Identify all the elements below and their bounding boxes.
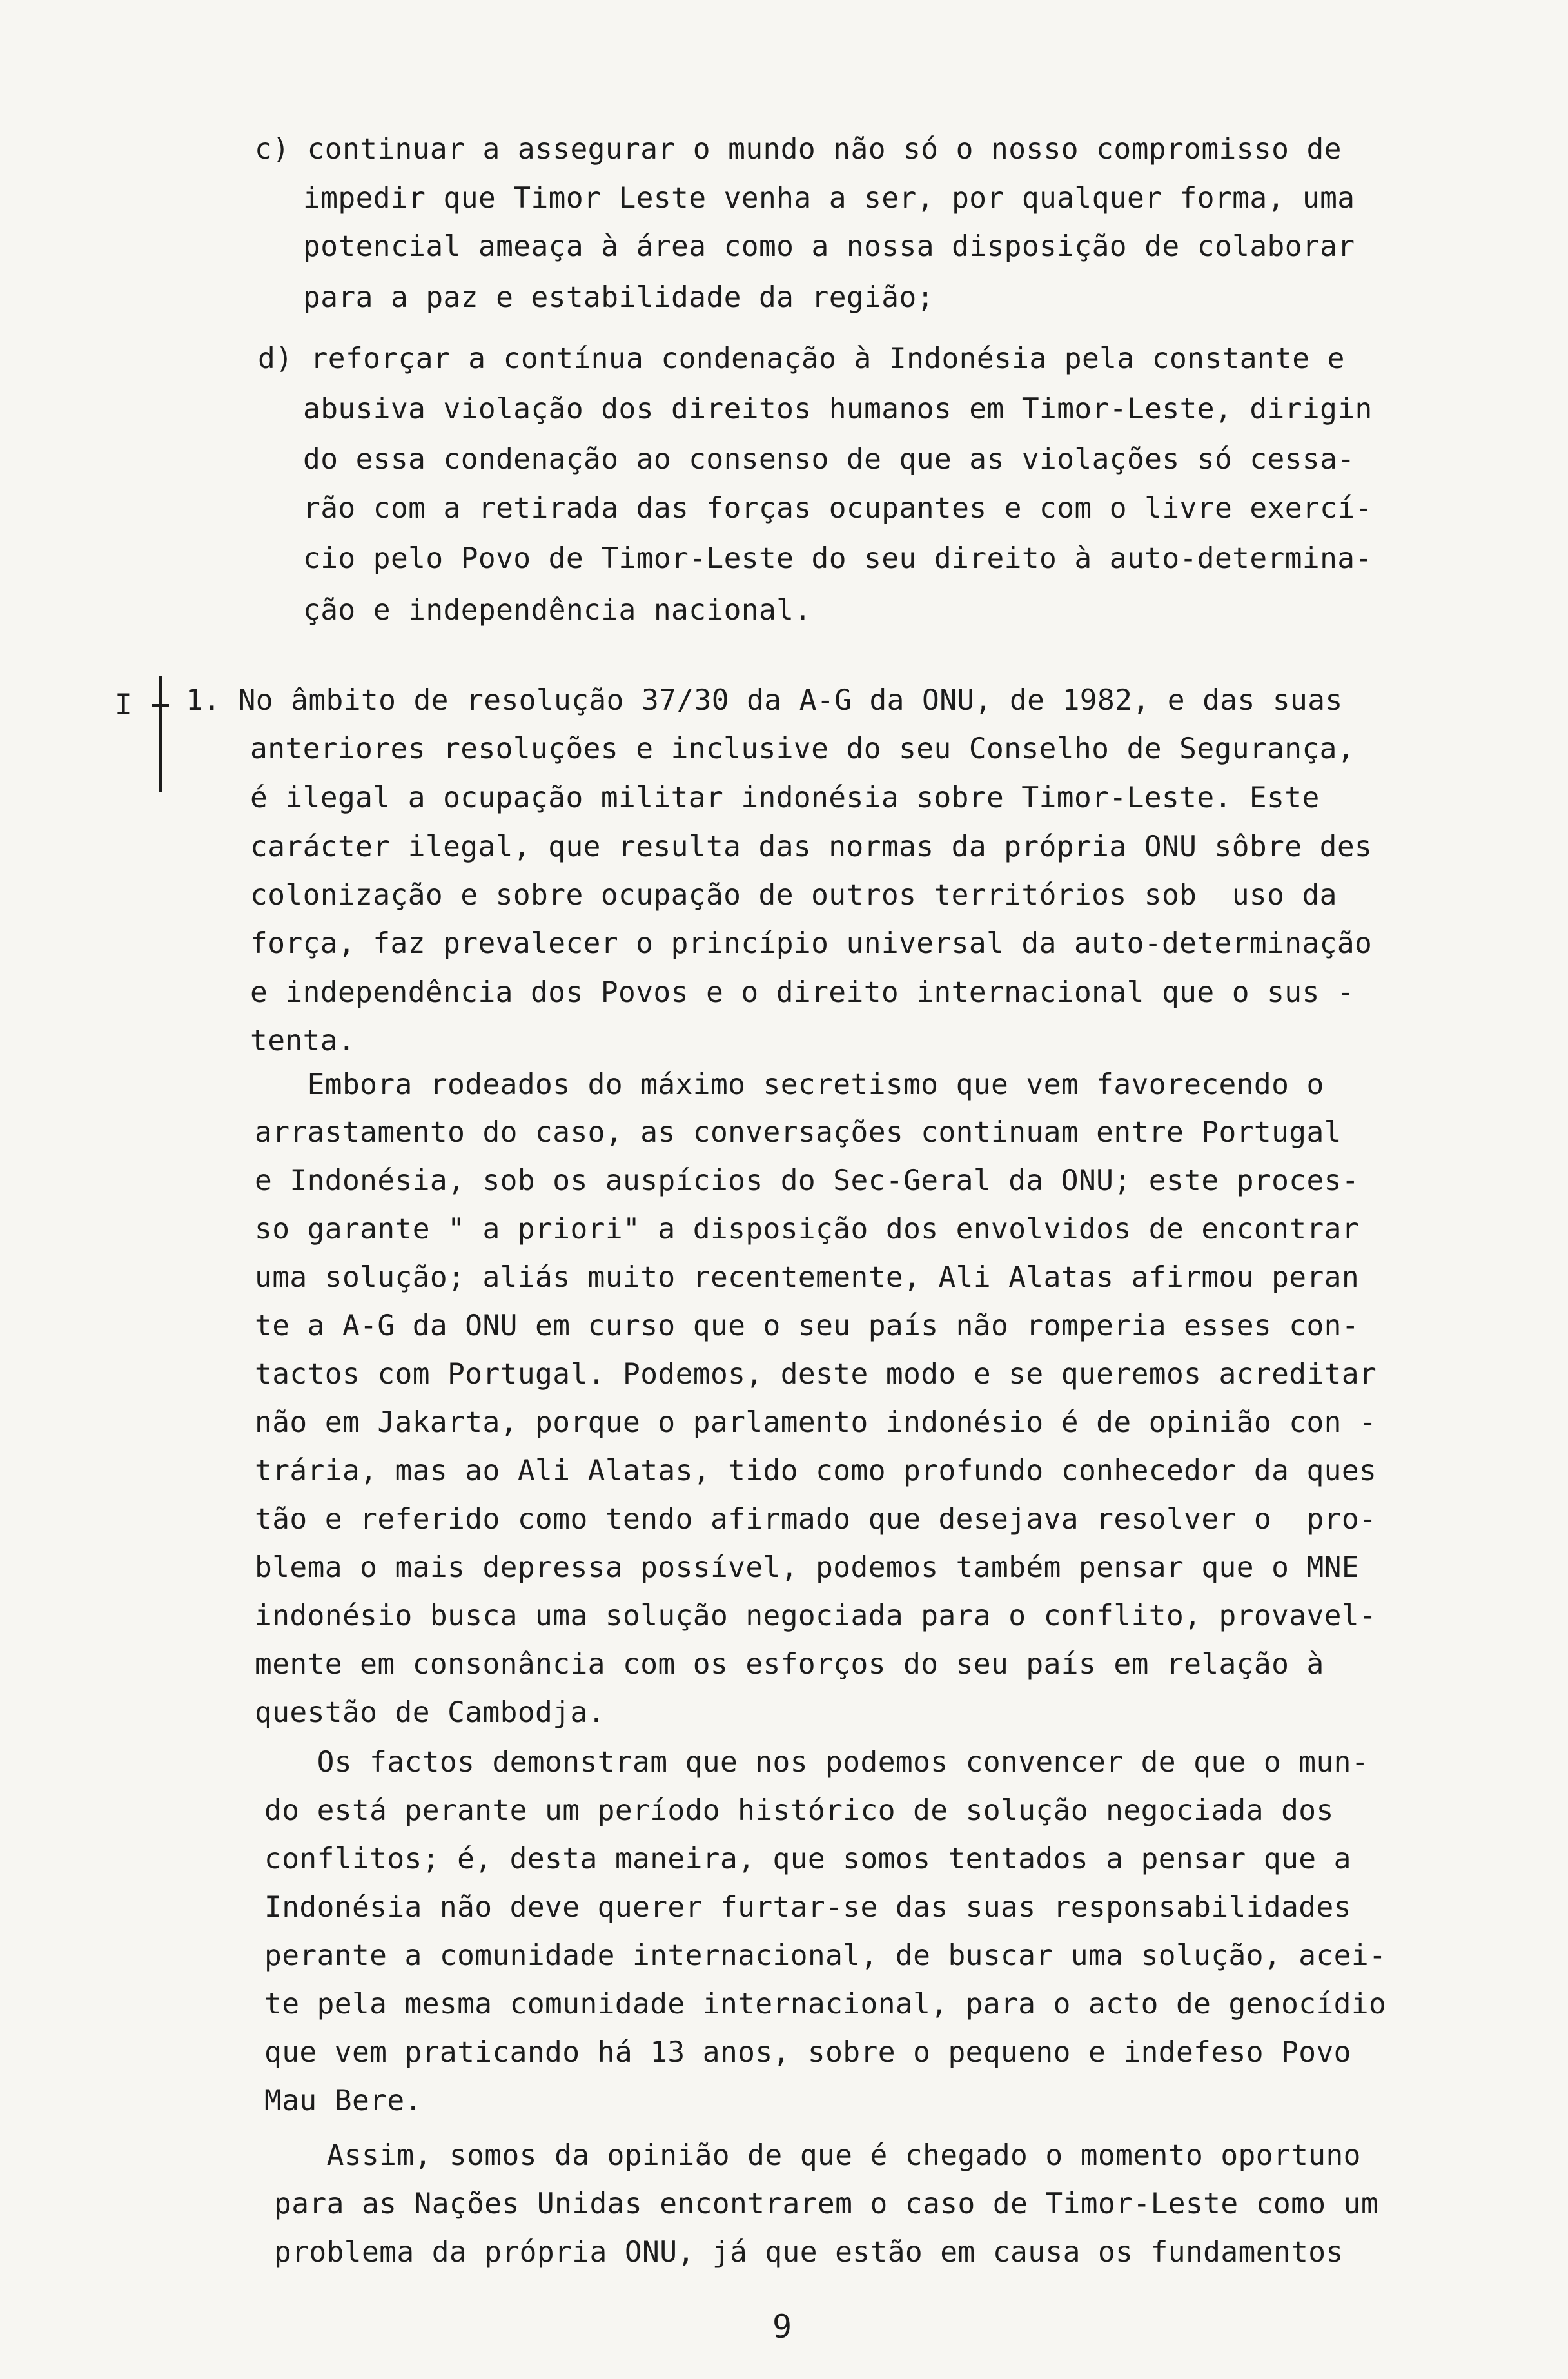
paragraph-3-line: do está perante um período histórico de solução negociada dos <box>264 1794 1334 1827</box>
paragraph-2-line: não em Jakarta, porque o parlamento indonésio é de opinião con - <box>255 1406 1377 1439</box>
page-number: 9 <box>772 2308 792 2345</box>
item-c-line: para a paz e estabilidade da região; <box>303 281 934 314</box>
item-1-line: tenta. <box>250 1024 356 1057</box>
paragraph-3-line: Os factos demonstram que nos podemos convencer de que o mun- <box>264 1746 1369 1779</box>
paragraph-2-line: questão de Cambodja. <box>255 1696 605 1729</box>
paragraph-2-line: Embora rodeados do máximo secretismo que vem favorecendo o <box>255 1068 1324 1101</box>
item-d-line: rão com a retirada das forças ocupantes e com o livre exercí- <box>303 492 1373 525</box>
paragraph-3-line: te pela mesma comunidade internacional, para o acto de genocídio <box>264 1988 1387 2021</box>
item-d-line: d) reforçar a contínua condenação à Indonésia pela constante e <box>258 342 1345 375</box>
paragraph-4-line: Assim, somos da opinião de que é chegado o momento oportuno <box>274 2139 1361 2172</box>
paragraph-2-line: so garante " a priori" a disposição dos envolvidos de encontrar <box>255 1213 1360 1246</box>
paragraph-2-line: arrastamento do caso, as conversações continuam entre Portugal <box>255 1116 1342 1149</box>
item-d-line: cio pelo Povo de Timor-Leste do seu direito à auto-determina- <box>303 542 1373 575</box>
paragraph-4-line: problema da própria ONU, já que estão em causa os fundamentos <box>274 2236 1344 2269</box>
item-1-line: carácter ilegal, que resulta das normas da própria ONU sôbre des <box>250 830 1373 863</box>
item-1-line: é ilegal a ocupação militar indonésia sobre Timor-Leste. Este <box>250 781 1320 814</box>
paragraph-2-line: indonésio busca uma solução negociada para o conflito, provavel- <box>255 1600 1377 1632</box>
item-1-line: e independência dos Povos e o direito internacional que o sus - <box>250 976 1355 1009</box>
paragraph-2-line: trária, mas ao Ali Alatas, tido como profundo conhecedor da ques <box>255 1454 1377 1487</box>
item-c-line: potencial ameaça à área como a nossa disposição de colaborar <box>303 230 1355 263</box>
paragraph-2-line: mente em consonância com os esforços do seu país em relação à <box>255 1648 1324 1681</box>
margin-rule <box>159 676 162 792</box>
item-1-line: força, faz prevalecer o princípio universal da auto-determinação <box>250 927 1373 960</box>
item-d-line: do essa condenação ao consenso de que as violações só cessa- <box>303 443 1355 476</box>
paragraph-3-line: Indonésia não deve querer furtar-se das suas responsabilidades <box>264 1891 1351 1924</box>
item-d-line: ção e independência nacional. <box>303 594 812 627</box>
paragraph-2-line: tactos com Portugal. Podemos, deste modo e se queremos acreditar <box>255 1358 1377 1391</box>
margin-dash <box>152 704 169 707</box>
paragraph-3-line: que vem praticando há 13 anos, sobre o pequeno e indefeso Povo <box>264 2036 1351 2069</box>
item-1-line: anteriores resoluções e inclusive do seu Conselho de Segurança, <box>250 732 1355 765</box>
paragraph-2-line: uma solução; aliás muito recentemente, Ali Alatas afirmou peran <box>255 1261 1360 1294</box>
paragraph-4-line: para as Nações Unidas encontrarem o caso de Timor-Leste como um <box>274 2188 1379 2220</box>
paragraph-2-line: e Indonésia, sob os auspícios do Sec-Geral da ONU; este proces- <box>255 1164 1360 1197</box>
paragraph-3-line: conflitos; é, desta maneira, que somos tentados a pensar que a <box>264 1843 1351 1875</box>
item-c-line: c) continuar a assegurar o mundo não só o nosso compromisso de <box>255 133 1342 166</box>
item-1-line: 1. No âmbito de resolução 37/30 da A-G da ONU, de 1982, e das suas <box>186 684 1343 717</box>
item-c-line: impedir que Timor Leste venha a ser, por qualquer forma, uma <box>303 182 1355 215</box>
paragraph-2-line: tão e referido como tendo afirmado que desejava resolver o pro- <box>255 1503 1377 1536</box>
paragraph-3-line: perante a comunidade internacional, de buscar uma solução, acei- <box>264 1939 1387 1972</box>
paragraph-2-line: blema o mais depressa possível, podemos também pensar que o MNE <box>255 1551 1360 1584</box>
paragraph-2-line: te a A-G da ONU em curso que o seu país não romperia esses con- <box>255 1309 1360 1342</box>
paragraph-3-line: Mau Bere. <box>264 2084 422 2117</box>
item-1-line: colonização e sobre ocupação de outros territórios sob uso da <box>250 879 1337 912</box>
section-marker: I <box>115 689 133 721</box>
item-d-line: abusiva violação dos direitos humanos em Timor-Leste, dirigin <box>303 393 1373 426</box>
